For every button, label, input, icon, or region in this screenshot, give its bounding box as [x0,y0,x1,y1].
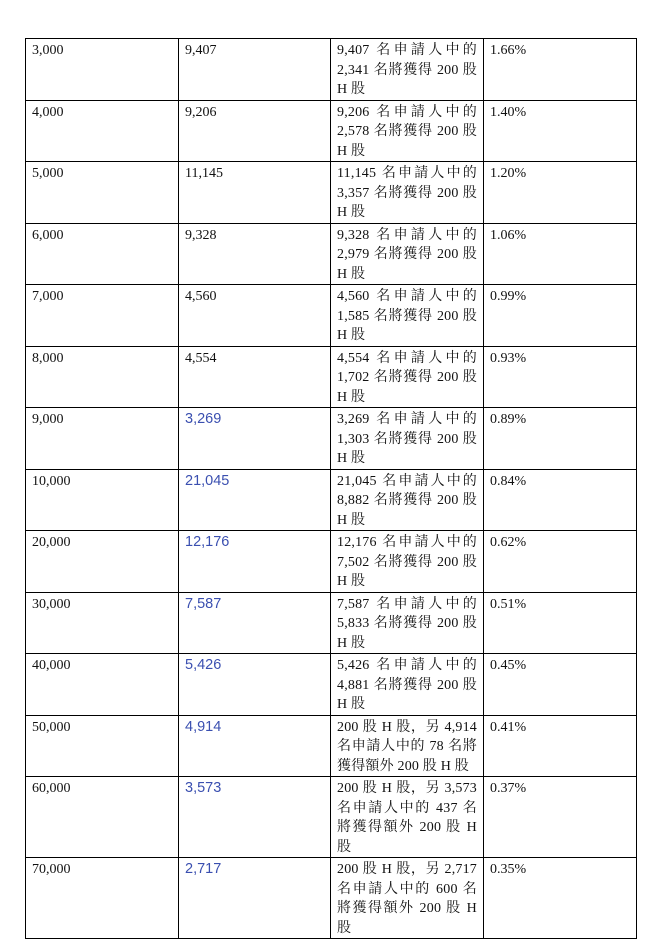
applicants-count-cell: 2,717 [179,858,331,939]
applicants-count-cell: 4,554 [179,346,331,408]
allocation-percent-cell: 1.66% [484,39,637,101]
allocation-percent-cell: 0.37% [484,777,637,858]
table-row [26,285,637,347]
allocation-basis-cell: 200 股 H 股，另 4,914 名申請人中的 78 名將獲得額外 200 股 H 股 [331,715,484,777]
allocation-percent-cell: 1.20% [484,162,637,224]
applicants-count-cell: 21,045 [179,469,331,531]
allocation-percent-cell: 0.35% [484,858,637,939]
shares-applied-cell: 50,000 [26,715,179,777]
allocation-basis-cell: 7,587 名申請人中的 5,833 名將獲得 200 股 H 股 [331,592,484,654]
shares-applied-cell: 30,000 [26,592,179,654]
allocation-percent-cell: 1.40% [484,100,637,162]
shares-applied-cell: 7,000 [26,285,179,347]
applicants-count-cell: 11,145 [179,162,331,224]
shares-applied-cell: 9,000 [26,408,179,470]
applicants-count-cell: 9,328 [179,223,331,285]
table-row [26,100,637,162]
allocation-table [25,38,637,939]
applicants-count-cell: 5,426 [179,654,331,716]
allocation-basis-cell: 3,269 名申請人中的 1,303 名將獲得 200 股 H 股 [331,408,484,470]
allocation-basis-cell: 4,560 名申請人中的 1,585 名將獲得 200 股 H 股 [331,285,484,347]
table-row [26,592,637,654]
shares-applied-cell: 4,000 [26,100,179,162]
applicants-count-cell: 9,407 [179,39,331,101]
allocation-basis-cell: 9,407 名申請人中的 2,341 名將獲得 200 股 H 股 [331,39,484,101]
allocation-basis-cell: 11,145 名申請人中的 3,357 名將獲得 200 股 H 股 [331,162,484,224]
table-row [26,715,637,777]
applicants-count-cell: 9,206 [179,100,331,162]
allocation-percent-cell: 0.84% [484,469,637,531]
shares-applied-cell: 20,000 [26,531,179,593]
allocation-percent-cell: 0.51% [484,592,637,654]
allocation-basis-cell: 4,554 名申請人中的 1,702 名將獲得 200 股 H 股 [331,346,484,408]
table-row [26,346,637,408]
table-row [26,654,637,716]
table-row [26,408,637,470]
table-row [26,223,637,285]
shares-applied-cell: 8,000 [26,346,179,408]
shares-applied-cell: 10,000 [26,469,179,531]
allocation-percent-cell: 0.62% [484,531,637,593]
shares-applied-cell: 3,000 [26,39,179,101]
allocation-table-body [26,39,637,939]
allocation-basis-cell: 9,328 名申請人中的 2,979 名將獲得 200 股 H 股 [331,223,484,285]
table-row [26,39,637,101]
allocation-percent-cell: 0.89% [484,408,637,470]
shares-applied-cell: 70,000 [26,858,179,939]
allocation-percent-cell: 1.06% [484,223,637,285]
allocation-basis-cell: 12,176 名申請人中的 7,502 名將獲得 200 股 H 股 [331,531,484,593]
shares-applied-cell: 5,000 [26,162,179,224]
allocation-basis-cell: 21,045 名申請人中的 8,882 名將獲得 200 股 H 股 [331,469,484,531]
applicants-count-cell: 4,560 [179,285,331,347]
allocation-percent-cell: 0.45% [484,654,637,716]
applicants-count-cell: 3,269 [179,408,331,470]
table-row [26,469,637,531]
shares-applied-cell: 60,000 [26,777,179,858]
allocation-percent-cell: 0.41% [484,715,637,777]
allocation-basis-cell: 5,426 名申請人中的 4,881 名將獲得 200 股 H 股 [331,654,484,716]
allocation-basis-cell: 200 股 H 股，另 3,573 名申請人中的 437 名將獲得額外 200 股 H 股 [331,777,484,858]
allocation-percent-cell: 0.93% [484,346,637,408]
table-row [26,162,637,224]
shares-applied-cell: 40,000 [26,654,179,716]
allocation-basis-cell: 9,206 名申請人中的 2,578 名將獲得 200 股 H 股 [331,100,484,162]
shares-applied-cell: 6,000 [26,223,179,285]
table-row [26,777,637,858]
table-row [26,858,637,939]
applicants-count-cell: 4,914 [179,715,331,777]
allocation-percent-cell: 0.99% [484,285,637,347]
applicants-count-cell: 12,176 [179,531,331,593]
allocation-basis-cell: 200 股 H 股，另 2,717 名申請人中的 600 名將獲得額外 200 股 H 股 [331,858,484,939]
applicants-count-cell: 7,587 [179,592,331,654]
applicants-count-cell: 3,573 [179,777,331,858]
table-row [26,531,637,593]
